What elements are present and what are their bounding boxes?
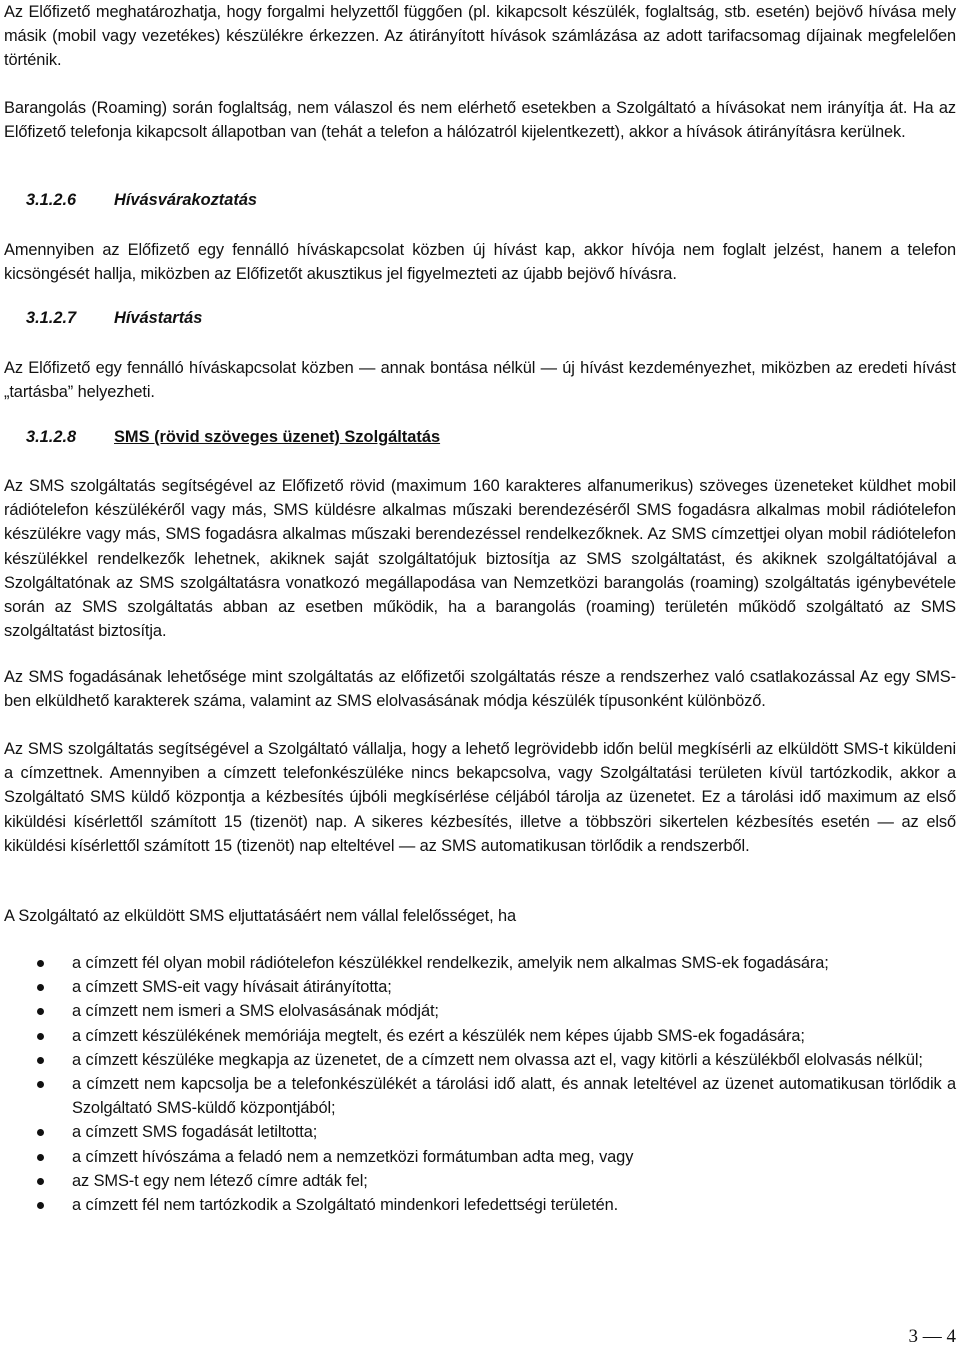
list-item: a címzett hívószáma a feladó nem a nemzetközi formátumban adta meg, vagy	[4, 1145, 956, 1169]
bullet-icon	[37, 1178, 44, 1185]
list-item: a címzett fél nem tartózkodik a Szolgáltató mindenkori lefedettségi területén.	[4, 1193, 956, 1217]
section-heading-call-hold	[4, 306, 202, 330]
section-title: SMS (rövid szöveges üzenet) Szolgáltatás	[114, 428, 441, 446]
paragraph-sms-service: Az SMS szolgáltatás segítségével az Előfizető rövid (maximum 160 karakteres alfanumerikus) szöveges üzeneteket küldhet mobil rádiótelefon készülékéről vagy más, SMS küldésre alkalmas műszaki berendezéséről SMS fogadásra alkalmas mobil rádiótelefon készülékre vagy más, SMS fogadásra alkalmas műszaki berendezéssel rendelkezőknek. Az SMS címzettjei olyan mobil rádiótelefon készülékkel rendelkezők lehetnek, akiknek saját szolgáltatójuk biztosítja az SMS szolgáltatást, és akiknek szolgáltatójával a Szolgáltatónak az SMS szolgáltatásra vonatkozó megállapodása van Nemzetközi barangolás (roaming) szolgáltatás igénybevétele során az SMS szolgáltatás abban az esetben működik, ha a barangolás (roaming) területén működő szolgáltató az SMS szolgáltatást biztosítja.	[4, 477, 956, 641]
list-item: a címzett nem ismeri a SMS elolvasásának módját;	[4, 999, 956, 1023]
bullet-icon	[37, 1008, 44, 1015]
bullet-icon	[37, 1033, 44, 1040]
paragraph-sms-delivery: Az SMS szolgáltatás segítségével a Szolgáltató vállalja, hogy a lehető legrövidebb időn belül megkísérli az elküldött SMS-t kiküldeni a címzettnek. Amennyiben a címzett telefonkészüléke nincs bekapcsolva, vagy Szolgáltatási területen kívül tartózkodik, akkor a Szolgáltató SMS küldő központja a kézbesítés újbóli megkísérlése céljából tárolja az üzenetet. Ez a tárolási idő maximum az első kiküldési kísérlettől számított 15 (tizenöt) nap. A sikeres kézbesítés, illetve a többszöri sikertelen kézbesítés esetén ― az első kiküldési kísérlettől számított 15 (tizenöt) nap elteltével ― az SMS automatikusan törlődik a rendszerből.	[4, 740, 956, 855]
paragraph-call-hold: Az Előfizető egy fennálló híváskapcsolat közben ― annak bontása nélkül ― új hívást kezdeményezhet, miközben az eredeti hívást „tartásba” helyezheti.	[4, 359, 956, 402]
list-item: a címzett SMS fogadását letiltotta;	[4, 1120, 956, 1144]
liability-list	[4, 951, 956, 1217]
section-number: 3.1.2.7	[26, 309, 77, 327]
list-item: a címzett készüléke megkapja az üzenetet, de a címzett nem olvassa azt el, vagy kitörli a készülékből elolvasás nélkül;	[4, 1048, 956, 1072]
list-item: a címzett fél olyan mobil rádiótelefon készülékkel rendelkezik, amelyik nem alkalmas SMS-ek fogadására;	[4, 951, 956, 975]
bullet-icon	[37, 1202, 44, 1209]
section-title: Hívástartás	[114, 309, 203, 327]
section-number: 3.1.2.8	[26, 428, 77, 446]
page-number: 3 — 4	[908, 1326, 956, 1347]
list-item: a címzett SMS-eit vagy hívásait átirányította;	[4, 975, 956, 999]
bullet-icon	[37, 960, 44, 967]
section-title: Hívásvárakoztatás	[114, 191, 258, 209]
list-item: a címzett nem kapcsolja be a telefonkészülékét a tárolási idő alatt, és annak leteltével az üzenet automatikusan törlődik a Szolgáltató SMS-küldő központjából;	[4, 1072, 956, 1120]
bullet-icon	[37, 1129, 44, 1136]
bullet-icon	[37, 1154, 44, 1161]
list-item: az SMS-t egy nem létező címre adták fel;	[4, 1169, 956, 1193]
paragraph-call-forwarding: Az Előfizető meghatározhatja, hogy forgalmi helyzettől függően (pl. kikapcsolt készülék, foglaltság, stb. esetén) bejövő hívása mely másik (mobil vagy vezetékes) készülékre érkezzen. Az átirányított hívások számlázása az adott tarifacsomag díjainak megfelelően történik.	[4, 3, 956, 70]
paragraph-roaming: Barangolás (Roaming) során foglaltság, nem válaszol és nem elérhető esetekben a Szolgáltató a hívásokat nem irányítja át. Ha az Előfizető telefonja kikapcsolt állapotban van (tehát a telefon a hálózatról kijelentkezett), akkor a hívások átirányításra kerülnek.	[4, 99, 956, 142]
paragraph-sms-receiving: Az SMS fogadásának lehetősége mint szolgáltatás az előfizetői szolgáltatás része a rendszerhez való csatlakozással Az egy SMS-ben elküldhető karakterek száma, valamint az SMS elolvasásának módja készülék típusonként különböző.	[4, 668, 956, 711]
paragraph-call-waiting: Amennyiben az Előfizető egy fennálló híváskapcsolat közben új hívást kap, akkor hívója nem foglalt jelzést, hanem a telefon kicsöngését hallja, miközben az Előfizetőt akusztikus jel figyelmezteti az újabb bejövő hívásra.	[4, 241, 956, 284]
list-item: a címzett készülékének memóriája megtelt, és ezért a készülék nem képes újabb SMS-ek fogadására;	[4, 1024, 956, 1048]
bullet-icon	[37, 1081, 44, 1088]
section-number: 3.1.2.6	[26, 191, 77, 209]
paragraph-liability: A Szolgáltató az elküldött SMS eljuttatásáért nem vállal felelősséget, ha	[4, 907, 517, 925]
bullet-icon	[37, 984, 44, 991]
bullet-icon	[37, 1057, 44, 1064]
section-heading-call-waiting	[4, 188, 257, 212]
section-heading-sms	[4, 425, 440, 449]
